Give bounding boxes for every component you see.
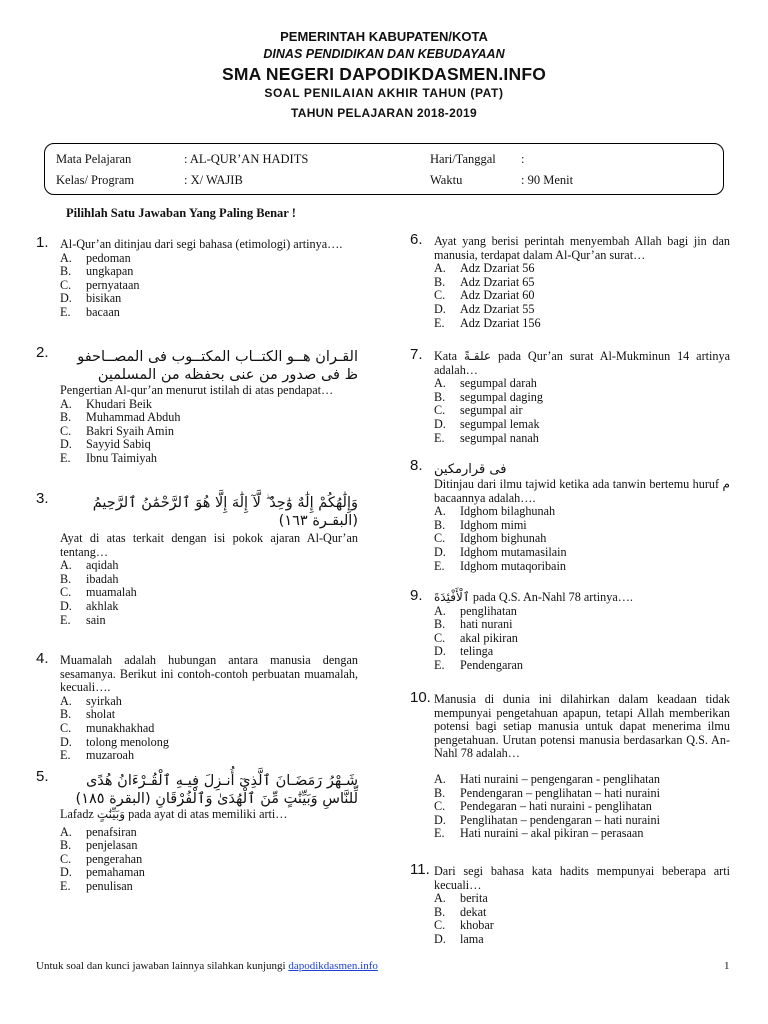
answer-option: B. Idghom mimi [434,517,527,532]
answer-option: B. hati nurani [434,617,513,632]
arabic-word: وَبَيِّنَٰتٍ [96,807,126,821]
question-text: Al-Qur’an ditinjau dari segi bahasa (etimologi) artinya…. [60,237,343,251]
answer-option: A. syirkah [60,693,122,708]
question-2 [36,344,358,466]
question-number: 6. [410,231,423,248]
question-text: Ditinjau dari ilmu tajwid ketika ada tanwin bertemu huruf م bacaannya adalah…. [434,477,730,505]
exam-info-box [44,143,724,195]
question-number: 3. [36,490,49,507]
header-exam-title: SOAL PENILAIAN AKHIR TAHUN (PAT) [264,86,504,100]
answer-option: B. Muhammad Abduh [60,410,181,425]
footer [36,960,378,972]
question-11 [410,861,730,947]
question-text: Dari segi bahasa kata hadits mempunyai beberapa arti kecuali… [434,864,730,892]
answer-option: C. khobar [434,918,494,933]
header-government: PEMERINTAH KABUPATEN/KOTA [280,29,488,44]
subject-value: : AL-QUR’AN HADITS [184,152,309,166]
question-10 [410,689,730,841]
question-number: 4. [36,650,49,667]
answer-option: A. segumpal darah [434,376,537,391]
answer-option: C. segumpal air [434,403,523,418]
answer-option: C. pengerahan [60,851,143,866]
question-9 [410,587,730,673]
answer-option: D. segumpal lemak [434,416,540,431]
header-department: DINAS PENDIDIKAN DAN KEBUDAYAAN [263,47,505,61]
answer-option: A. penafsiran [60,824,137,839]
question-number: 7. [410,346,423,363]
answer-option: D. pemahaman [60,865,145,880]
question-5 [36,768,358,894]
answer-option: B. ungkapan [60,264,134,279]
question-text: Ayat di atas terkait dengan isi pokok ajaran Al-Qur’an tentang… [60,531,358,559]
answer-option: E. Adz Dzariat 156 [434,315,541,330]
answer-option: E. Hati nuraini – akal pikiran – perasaan [434,826,644,841]
time-label: Waktu [430,173,463,187]
answer-option: C. akal pikiran [434,630,518,645]
question-text: Lafadz وَبَيِّنَٰتٍ pada ayat di atas memiliki arti… [60,807,288,821]
answer-option: E. Pendengaran [434,657,523,672]
answer-option: B. Adz Dzariat 65 [434,274,535,289]
question-1 [36,234,358,320]
answer-option: C. muamalah [60,585,137,600]
question-text: Manusia di dunia ini dilahirkan dalam keadaan tidak mempunyai pengetahuan apapun, tetapi Allah memberikan potensi bagi setiap manusia untuk dapat menerima ilmu pengetahuan. Urutan potensi manusia berdasarkan Q.S. An-Nahl 78 adalah… [434,692,730,761]
arabic-text: وَإِلَٰهُكُمْ إِلَٰهٌ وَٰحِدٌ ۖ لَّآ إِلَٰهَ إِلَّا هُوَ ٱلرَّحْمَٰنُ ٱلرَّحِيمُ (البقـرة ١٦٣) [92,495,358,529]
question-text: ٱلْأَفْئِدَةَ pada Q.S. An-Nahl 78 artinya…. [434,590,633,604]
answer-option: D. Adz Dzariat 55 [434,301,535,316]
arabic-text: شَـهْرُ رَمَضَـانَ ٱلَّذِىٓ أُنـزِلَ فِيـهِ ٱلْقُـرْءَانُ هُدًى لِّلنَّاسِ وَبَيِّنَٰتٍ مِّنَ ٱلْهُدَىٰ وَٱلْفُرْقَانِ (البقرة ١٨٥) [75,773,358,807]
class-label: Kelas/ Program [56,173,135,187]
question-number: 8. [410,457,423,474]
question-text: Ayat yang berisi perintah menyembah Allah bagi jin dan manusia, terdapat dalam Al-Qur’an surat… [434,234,730,262]
answer-option: E. Idghom mutaqoribain [434,558,566,573]
header-school-year: TAHUN PELAJARAN 2018-2019 [291,106,477,120]
answer-option: A. pedoman [60,250,131,265]
question-6 [410,231,730,330]
date-label: Hari/Tanggal [430,152,496,166]
answer-option: D. Idghom mutamasilain [434,544,567,559]
page-number: 1 [724,960,730,972]
answer-option: C. munakhakhad [60,720,155,735]
answer-option: A. penglihatan [434,603,517,618]
answer-option: D. Penglihatan – pendengaran – hati nuraini [434,812,661,827]
answer-option: C. Bakri Syaih Amin [60,423,175,438]
question-8 [410,457,730,573]
question-number: 5. [36,768,49,785]
question-text: Pengertian Al-qur’an menurut istilah di atas pendapat… [60,383,334,397]
answer-option: A. Adz Dzariat 56 [434,261,535,276]
answer-option: D. lama [434,931,484,946]
answer-option: E. segumpal nanah [434,430,539,445]
answer-option: E. muzaroah [60,748,135,763]
footer-link[interactable]: dapodikdasmen.info [288,960,378,972]
answer-option: D. bisikan [60,291,122,306]
answer-option: A. aqidah [60,558,119,573]
answer-option: E. bacaan [60,304,120,319]
arabic-text: القـران هــو الكتــاب المكتــوب فى المصــاحفو ظ فى صدور من عنى بحفظه من المسلمين [77,349,358,383]
question-3 [36,490,358,627]
instruction: Pilihlah Satu Jawaban Yang Paling Benar ! [66,206,296,220]
answer-option: C. Idghom bighunah [434,531,547,546]
answer-option: E. sain [60,612,106,627]
answer-option: B. segumpal daging [434,389,543,404]
question-7 [410,346,731,445]
answer-option: D. akhlak [60,598,119,613]
answer-option: D. Sayyid Sabiq [60,437,151,452]
answer-option: C. pernyataan [60,277,140,292]
answer-option: A. Idghom bilaghunah [434,504,556,519]
answer-option: D. telinga [434,644,494,659]
question-number: 11. [410,861,430,878]
footer-text: Untuk soal dan kunci jawaban lainnya silahkan kunjungi [36,960,286,972]
answer-option: B. dekat [434,904,487,919]
answer-option: B. ibadah [60,571,119,586]
arabic-word: ٱلْأَفْئِدَةَ [434,590,470,604]
question-number: 1. [36,234,49,251]
arabic-text: فى قرارمكين [434,462,507,477]
answer-option: B. penjelasan [60,838,138,853]
answer-option: E. penulisan [60,878,133,893]
answer-option: B. sholat [60,707,116,722]
question-text: Muamalah adalah hubungan antara manusia dengan sesamanya. Berikut ini contoh-contoh perbuatan muamalah, kecuali…. [60,653,358,695]
time-value: : 90 Menit [521,173,574,187]
answer-option: B. Pendengaran – penglihatan – hati nuraini [434,785,661,800]
answer-option: C. Adz Dzariat 60 [434,288,535,303]
answer-option: A. Hati nuraini – pengengaran - penglihatan [434,771,661,786]
question-number: 2. [36,344,49,361]
date-value: : [521,152,525,166]
question-text: Kata علقـةً pada Qur’an surat Al-Mukminun 14 artinya adalah… [434,349,731,377]
answer-option: A. berita [434,891,488,906]
answer-option: C. Pendegaran – hati nuraini - penglihatan [434,799,652,814]
subject-label: Mata Pelajaran [56,152,132,166]
class-value: : X/ WAJIB [184,173,243,187]
question-4 [36,650,358,763]
question-number: 9. [410,587,423,604]
question-number: 10. [410,689,431,706]
arabic-word: علقـةً [463,349,492,363]
header-school-name: SMA NEGERI DAPODIKDASMEN.INFO [221,64,547,84]
answer-option: A. Khudari Beik [60,396,153,411]
answer-option: E. Ibnu Taimiyah [60,450,158,465]
answer-option: D. tolong menolong [60,734,169,749]
